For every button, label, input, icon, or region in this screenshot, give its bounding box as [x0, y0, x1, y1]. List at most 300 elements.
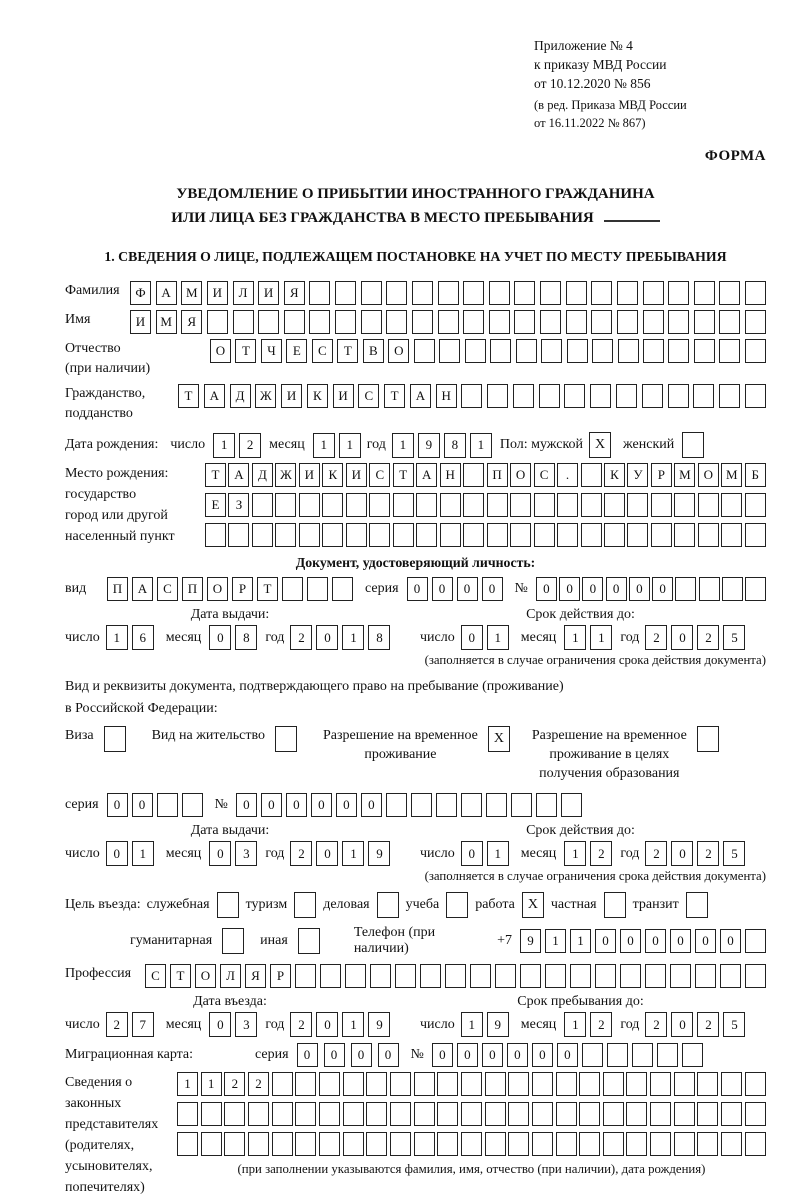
char-cell[interactable]: 6 — [132, 625, 154, 650]
char-cell[interactable]: 8 — [235, 625, 257, 650]
char-cell[interactable]: И — [258, 281, 279, 305]
char-cell[interactable]: 0 — [261, 793, 282, 817]
char-cell[interactable] — [438, 310, 459, 334]
char-cell[interactable] — [545, 964, 566, 988]
char-cell[interactable] — [670, 964, 691, 988]
char-cell[interactable] — [272, 1102, 293, 1126]
char-cell[interactable] — [721, 1132, 742, 1156]
char-cell[interactable]: Д — [252, 463, 273, 487]
char-cell[interactable] — [470, 964, 491, 988]
char-cell[interactable] — [489, 281, 510, 305]
char-cell[interactable]: 9 — [368, 1012, 390, 1037]
char-cell[interactable] — [721, 1102, 742, 1126]
char-cell[interactable] — [437, 1102, 458, 1126]
char-cell[interactable]: 1 — [177, 1072, 198, 1096]
char-cell[interactable] — [461, 1102, 482, 1126]
char-cell[interactable] — [439, 339, 460, 363]
char-cell[interactable] — [579, 1102, 600, 1126]
char-cell[interactable] — [485, 1132, 506, 1156]
char-cell[interactable] — [567, 339, 588, 363]
char-cell[interactable]: 9 — [487, 1012, 509, 1037]
char-cell[interactable] — [650, 1102, 671, 1126]
char-cell[interactable] — [645, 964, 666, 988]
char-cell[interactable] — [745, 1132, 766, 1156]
char-cell[interactable] — [556, 1072, 577, 1096]
purpose-work-checkbox[interactable]: X — [522, 892, 544, 918]
char-cell[interactable]: 1 — [339, 433, 361, 458]
char-cell[interactable]: 0 — [536, 577, 557, 601]
char-cell[interactable]: 0 — [595, 929, 616, 953]
char-cell[interactable] — [694, 310, 715, 334]
char-cell[interactable] — [461, 384, 482, 408]
char-cell[interactable]: 0 — [720, 929, 741, 953]
char-cell[interactable]: Т — [178, 384, 199, 408]
char-cell[interactable] — [651, 523, 672, 547]
char-cell[interactable] — [361, 310, 382, 334]
char-cell[interactable]: 0 — [457, 1043, 478, 1067]
char-cell[interactable]: Т — [235, 339, 256, 363]
char-cell[interactable]: К — [322, 463, 343, 487]
char-cell[interactable] — [486, 793, 507, 817]
char-cell[interactable]: 1 — [564, 625, 586, 650]
char-cell[interactable] — [465, 339, 486, 363]
char-cell[interactable]: 0 — [107, 793, 128, 817]
char-cell[interactable]: 0 — [482, 577, 503, 601]
char-cell[interactable] — [319, 1102, 340, 1126]
char-cell[interactable]: 2 — [697, 1012, 719, 1037]
char-cell[interactable]: 0 — [378, 1043, 399, 1067]
char-cell[interactable] — [335, 310, 356, 334]
char-cell[interactable] — [564, 384, 585, 408]
char-cell[interactable] — [626, 1102, 647, 1126]
char-cell[interactable]: Ч — [261, 339, 282, 363]
char-cell[interactable] — [224, 1102, 245, 1126]
char-cell[interactable] — [745, 523, 766, 547]
char-cell[interactable]: 0 — [629, 577, 650, 601]
char-cell[interactable]: 0 — [361, 793, 382, 817]
char-cell[interactable] — [668, 310, 689, 334]
char-cell[interactable] — [620, 964, 641, 988]
char-cell[interactable]: . — [557, 463, 578, 487]
char-cell[interactable] — [604, 493, 625, 517]
char-cell[interactable] — [463, 523, 484, 547]
char-cell[interactable] — [632, 1043, 653, 1067]
char-cell[interactable]: А — [416, 463, 437, 487]
char-cell[interactable]: 0 — [620, 929, 641, 953]
char-cell[interactable]: 0 — [461, 841, 483, 866]
char-cell[interactable] — [643, 339, 664, 363]
char-cell[interactable]: 8 — [368, 625, 390, 650]
char-cell[interactable]: 1 — [313, 433, 335, 458]
char-cell[interactable]: 0 — [336, 793, 357, 817]
char-cell[interactable]: 2 — [290, 841, 312, 866]
char-cell[interactable] — [604, 523, 625, 547]
char-cell[interactable] — [343, 1102, 364, 1126]
char-cell[interactable]: 1 — [201, 1072, 222, 1096]
char-cell[interactable] — [295, 1102, 316, 1126]
char-cell[interactable]: 0 — [652, 577, 673, 601]
char-cell[interactable] — [674, 523, 695, 547]
char-cell[interactable]: М — [181, 281, 202, 305]
char-cell[interactable]: 1 — [590, 625, 612, 650]
char-cell[interactable]: А — [132, 577, 153, 601]
char-cell[interactable]: 0 — [316, 625, 338, 650]
char-cell[interactable]: 0 — [582, 577, 603, 601]
char-cell[interactable] — [643, 310, 664, 334]
char-cell[interactable] — [514, 310, 535, 334]
char-cell[interactable]: 2 — [590, 841, 612, 866]
residence-permit-checkbox[interactable] — [275, 726, 297, 752]
char-cell[interactable] — [369, 493, 390, 517]
sex-male-checkbox[interactable]: X — [589, 432, 611, 458]
char-cell[interactable] — [532, 1072, 553, 1096]
char-cell[interactable]: И — [299, 463, 320, 487]
char-cell[interactable] — [721, 1072, 742, 1096]
char-cell[interactable] — [657, 1043, 678, 1067]
char-cell[interactable]: Р — [232, 577, 253, 601]
char-cell[interactable]: 1 — [570, 929, 591, 953]
char-cell[interactable] — [228, 523, 249, 547]
char-cell[interactable]: 0 — [457, 577, 478, 601]
char-cell[interactable] — [414, 1102, 435, 1126]
purpose-humanitarian-checkbox[interactable] — [222, 928, 244, 954]
char-cell[interactable] — [668, 384, 689, 408]
char-cell[interactable] — [445, 964, 466, 988]
char-cell[interactable] — [591, 281, 612, 305]
char-cell[interactable] — [719, 384, 740, 408]
char-cell[interactable]: П — [107, 577, 128, 601]
purpose-tourism-checkbox[interactable] — [294, 892, 316, 918]
char-cell[interactable] — [721, 523, 742, 547]
char-cell[interactable] — [463, 463, 484, 487]
char-cell[interactable] — [582, 1043, 603, 1067]
char-cell[interactable]: 0 — [432, 1043, 453, 1067]
char-cell[interactable] — [177, 1132, 198, 1156]
char-cell[interactable]: Т — [257, 577, 278, 601]
char-cell[interactable] — [412, 310, 433, 334]
char-cell[interactable] — [674, 493, 695, 517]
char-cell[interactable] — [322, 493, 343, 517]
char-cell[interactable] — [745, 310, 766, 334]
char-cell[interactable] — [579, 1132, 600, 1156]
char-cell[interactable] — [566, 310, 587, 334]
char-cell[interactable]: К — [307, 384, 328, 408]
char-cell[interactable]: С — [145, 964, 166, 988]
char-cell[interactable] — [682, 1043, 703, 1067]
char-cell[interactable] — [205, 523, 226, 547]
char-cell[interactable] — [745, 1102, 766, 1126]
char-cell[interactable]: А — [228, 463, 249, 487]
char-cell[interactable]: 0 — [559, 577, 580, 601]
char-cell[interactable] — [414, 339, 435, 363]
char-cell[interactable] — [393, 523, 414, 547]
char-cell[interactable] — [438, 281, 459, 305]
char-cell[interactable] — [642, 384, 663, 408]
char-cell[interactable] — [207, 310, 228, 334]
purpose-study-checkbox[interactable] — [446, 892, 468, 918]
char-cell[interactable]: М — [674, 463, 695, 487]
char-cell[interactable] — [282, 577, 303, 601]
char-cell[interactable] — [697, 1102, 718, 1126]
char-cell[interactable] — [495, 964, 516, 988]
char-cell[interactable]: 1 — [213, 433, 235, 458]
char-cell[interactable] — [668, 281, 689, 305]
char-cell[interactable]: 0 — [286, 793, 307, 817]
char-cell[interactable]: 2 — [290, 625, 312, 650]
char-cell[interactable] — [295, 964, 316, 988]
char-cell[interactable]: 1 — [487, 841, 509, 866]
char-cell[interactable] — [275, 493, 296, 517]
char-cell[interactable] — [540, 281, 561, 305]
char-cell[interactable]: 0 — [671, 1012, 693, 1037]
char-cell[interactable]: О — [698, 463, 719, 487]
char-cell[interactable]: 0 — [695, 929, 716, 953]
char-cell[interactable]: Л — [220, 964, 241, 988]
char-cell[interactable] — [532, 1132, 553, 1156]
purpose-other-checkbox[interactable] — [298, 928, 320, 954]
char-cell[interactable]: 2 — [248, 1072, 269, 1096]
char-cell[interactable]: 0 — [671, 841, 693, 866]
char-cell[interactable] — [346, 523, 367, 547]
char-cell[interactable] — [592, 339, 613, 363]
char-cell[interactable] — [252, 523, 273, 547]
char-cell[interactable] — [508, 1072, 529, 1096]
char-cell[interactable]: 0 — [432, 577, 453, 601]
char-cell[interactable]: 0 — [106, 841, 128, 866]
char-cell[interactable]: 2 — [645, 625, 667, 650]
char-cell[interactable]: З — [228, 493, 249, 517]
char-cell[interactable] — [651, 493, 672, 517]
char-cell[interactable]: Ж — [275, 463, 296, 487]
char-cell[interactable]: С — [358, 384, 379, 408]
char-cell[interactable] — [461, 1072, 482, 1096]
char-cell[interactable]: 0 — [132, 793, 153, 817]
char-cell[interactable]: 1 — [342, 841, 364, 866]
char-cell[interactable] — [284, 310, 305, 334]
char-cell[interactable] — [414, 1132, 435, 1156]
char-cell[interactable] — [566, 281, 587, 305]
char-cell[interactable]: 1 — [392, 433, 414, 458]
temp-residence-checkbox[interactable]: X — [488, 726, 510, 752]
char-cell[interactable] — [617, 281, 638, 305]
char-cell[interactable] — [698, 523, 719, 547]
char-cell[interactable]: П — [182, 577, 203, 601]
char-cell[interactable] — [627, 523, 648, 547]
char-cell[interactable]: 1 — [564, 841, 586, 866]
char-cell[interactable]: 0 — [461, 625, 483, 650]
char-cell[interactable]: Я — [245, 964, 266, 988]
char-cell[interactable]: 0 — [507, 1043, 528, 1067]
char-cell[interactable]: 9 — [368, 841, 390, 866]
char-cell[interactable] — [540, 310, 561, 334]
char-cell[interactable]: 8 — [444, 433, 466, 458]
char-cell[interactable] — [556, 1132, 577, 1156]
char-cell[interactable]: 1 — [461, 1012, 483, 1037]
char-cell[interactable] — [745, 577, 766, 601]
sex-female-checkbox[interactable] — [682, 432, 704, 458]
char-cell[interactable] — [393, 493, 414, 517]
char-cell[interactable] — [650, 1072, 671, 1096]
char-cell[interactable] — [490, 339, 511, 363]
char-cell[interactable] — [463, 493, 484, 517]
char-cell[interactable] — [541, 339, 562, 363]
char-cell[interactable] — [248, 1102, 269, 1126]
char-cell[interactable]: 2 — [645, 841, 667, 866]
char-cell[interactable] — [697, 1072, 718, 1096]
char-cell[interactable]: 2 — [239, 433, 261, 458]
char-cell[interactable] — [335, 281, 356, 305]
char-cell[interactable]: О — [195, 964, 216, 988]
char-cell[interactable] — [201, 1132, 222, 1156]
char-cell[interactable] — [626, 1072, 647, 1096]
char-cell[interactable]: 0 — [645, 929, 666, 953]
char-cell[interactable] — [390, 1072, 411, 1096]
char-cell[interactable] — [694, 281, 715, 305]
char-cell[interactable] — [390, 1132, 411, 1156]
char-cell[interactable]: 9 — [418, 433, 440, 458]
char-cell[interactable] — [511, 793, 532, 817]
char-cell[interactable] — [745, 929, 766, 953]
char-cell[interactable] — [668, 339, 689, 363]
char-cell[interactable] — [412, 281, 433, 305]
char-cell[interactable] — [557, 523, 578, 547]
char-cell[interactable]: Я — [284, 281, 305, 305]
char-cell[interactable] — [411, 793, 432, 817]
char-cell[interactable] — [487, 384, 508, 408]
char-cell[interactable]: Б — [745, 463, 766, 487]
char-cell[interactable] — [416, 523, 437, 547]
char-cell[interactable] — [463, 310, 484, 334]
char-cell[interactable]: Т — [393, 463, 414, 487]
char-cell[interactable] — [627, 493, 648, 517]
char-cell[interactable]: О — [388, 339, 409, 363]
char-cell[interactable] — [182, 793, 203, 817]
char-cell[interactable]: 1 — [564, 1012, 586, 1037]
char-cell[interactable]: 0 — [324, 1043, 345, 1067]
char-cell[interactable]: 0 — [209, 841, 231, 866]
char-cell[interactable] — [675, 577, 696, 601]
char-cell[interactable] — [295, 1072, 316, 1096]
char-cell[interactable] — [386, 793, 407, 817]
char-cell[interactable] — [516, 339, 537, 363]
char-cell[interactable]: 1 — [487, 625, 509, 650]
char-cell[interactable] — [618, 339, 639, 363]
visa-checkbox[interactable] — [104, 726, 126, 752]
char-cell[interactable] — [595, 964, 616, 988]
char-cell[interactable]: 1 — [545, 929, 566, 953]
char-cell[interactable] — [719, 339, 740, 363]
char-cell[interactable] — [307, 577, 328, 601]
char-cell[interactable]: О — [210, 339, 231, 363]
char-cell[interactable] — [693, 384, 714, 408]
char-cell[interactable] — [520, 964, 541, 988]
char-cell[interactable]: 2 — [224, 1072, 245, 1096]
char-cell[interactable] — [581, 493, 602, 517]
char-cell[interactable] — [745, 384, 766, 408]
char-cell[interactable] — [510, 523, 531, 547]
char-cell[interactable] — [510, 493, 531, 517]
char-cell[interactable] — [177, 1102, 198, 1126]
char-cell[interactable]: И — [333, 384, 354, 408]
char-cell[interactable]: Е — [286, 339, 307, 363]
char-cell[interactable]: 0 — [311, 793, 332, 817]
char-cell[interactable]: Р — [651, 463, 672, 487]
char-cell[interactable] — [416, 493, 437, 517]
char-cell[interactable]: 2 — [290, 1012, 312, 1037]
char-cell[interactable]: 0 — [670, 929, 691, 953]
char-cell[interactable] — [579, 1072, 600, 1096]
char-cell[interactable] — [309, 281, 330, 305]
char-cell[interactable] — [437, 1072, 458, 1096]
char-cell[interactable]: 2 — [697, 841, 719, 866]
char-cell[interactable]: А — [410, 384, 431, 408]
char-cell[interactable] — [643, 281, 664, 305]
char-cell[interactable] — [201, 1102, 222, 1126]
char-cell[interactable]: 2 — [590, 1012, 612, 1037]
char-cell[interactable] — [346, 493, 367, 517]
char-cell[interactable] — [616, 384, 637, 408]
char-cell[interactable]: М — [721, 463, 742, 487]
char-cell[interactable] — [487, 493, 508, 517]
char-cell[interactable] — [745, 493, 766, 517]
char-cell[interactable] — [561, 793, 582, 817]
char-cell[interactable] — [485, 1102, 506, 1126]
char-cell[interactable]: И — [281, 384, 302, 408]
char-cell[interactable]: 0 — [297, 1043, 318, 1067]
char-cell[interactable]: И — [130, 310, 151, 334]
char-cell[interactable] — [157, 793, 178, 817]
char-cell[interactable] — [248, 1132, 269, 1156]
char-cell[interactable]: 2 — [697, 625, 719, 650]
char-cell[interactable]: 5 — [723, 841, 745, 866]
char-cell[interactable] — [224, 1132, 245, 1156]
char-cell[interactable] — [437, 1132, 458, 1156]
char-cell[interactable] — [536, 793, 557, 817]
char-cell[interactable]: Н — [440, 463, 461, 487]
char-cell[interactable]: 1 — [470, 433, 492, 458]
char-cell[interactable] — [719, 281, 740, 305]
char-cell[interactable] — [695, 964, 716, 988]
char-cell[interactable] — [539, 384, 560, 408]
char-cell[interactable] — [420, 964, 441, 988]
char-cell[interactable]: 0 — [482, 1043, 503, 1067]
char-cell[interactable] — [603, 1072, 624, 1096]
char-cell[interactable]: В — [363, 339, 384, 363]
char-cell[interactable] — [366, 1072, 387, 1096]
purpose-business-checkbox[interactable] — [217, 892, 239, 918]
char-cell[interactable]: 0 — [671, 625, 693, 650]
char-cell[interactable] — [590, 384, 611, 408]
char-cell[interactable] — [319, 1072, 340, 1096]
char-cell[interactable] — [386, 310, 407, 334]
char-cell[interactable] — [603, 1102, 624, 1126]
char-cell[interactable]: 1 — [132, 841, 154, 866]
char-cell[interactable] — [489, 310, 510, 334]
char-cell[interactable]: 0 — [209, 1012, 231, 1037]
char-cell[interactable] — [607, 1043, 628, 1067]
char-cell[interactable] — [534, 523, 555, 547]
char-cell[interactable] — [233, 310, 254, 334]
char-cell[interactable]: И — [207, 281, 228, 305]
char-cell[interactable]: 9 — [520, 929, 541, 953]
char-cell[interactable] — [361, 281, 382, 305]
char-cell[interactable] — [436, 793, 457, 817]
char-cell[interactable]: О — [510, 463, 531, 487]
char-cell[interactable]: 1 — [106, 625, 128, 650]
char-cell[interactable] — [719, 310, 740, 334]
char-cell[interactable] — [581, 523, 602, 547]
char-cell[interactable]: 1 — [342, 625, 364, 650]
